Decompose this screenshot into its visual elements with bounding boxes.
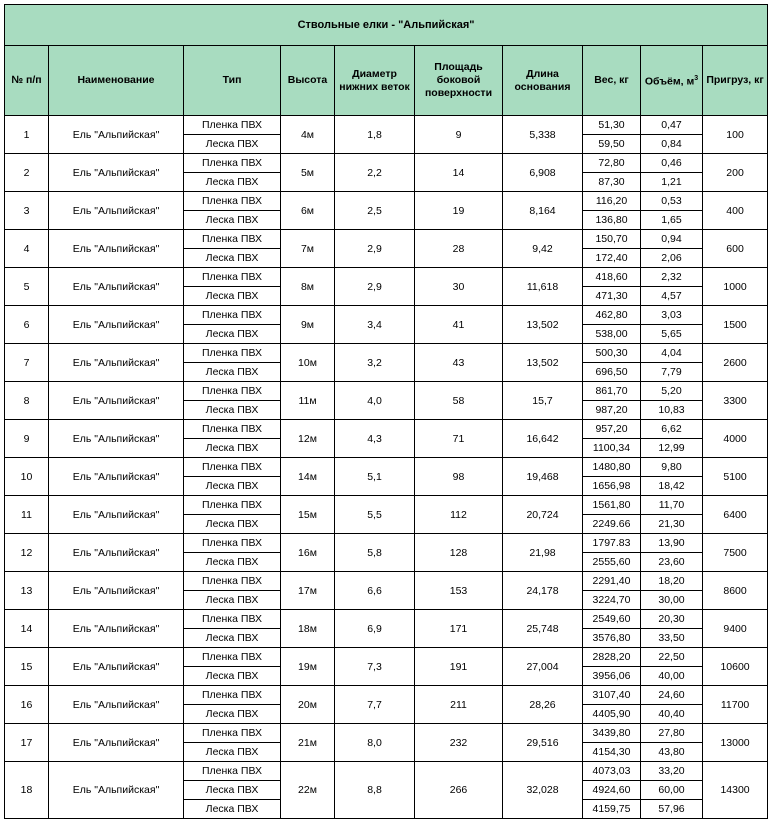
table-row — [5, 610, 768, 629]
cell-type[interactable]: Пленка ПВХ — [184, 610, 281, 629]
cell-type[interactable]: Леска ПВХ — [184, 743, 281, 762]
cell-name[interactable]: Ель "Альпийская" — [49, 306, 184, 344]
cell-weight[interactable]: 2549,60 — [583, 610, 641, 629]
cell-name[interactable]: Ель "Альпийская" — [49, 534, 184, 572]
cell-weight[interactable]: 2291,40 — [583, 572, 641, 591]
header-name: Наименование — [49, 46, 184, 116]
cell-length[interactable]: 27,004 — [503, 648, 583, 686]
cell-diameter[interactable]: 7,7 — [335, 686, 415, 724]
cell-weight[interactable]: 462,80 — [583, 306, 641, 325]
cell-volume[interactable]: 12,99 — [641, 439, 703, 458]
cell-type[interactable]: Пленка ПВХ — [184, 154, 281, 173]
cell-type[interactable]: Леска ПВХ — [184, 211, 281, 230]
cell-type[interactable]: Леска ПВХ — [184, 553, 281, 572]
table-row — [5, 116, 768, 135]
cell-type[interactable]: Пленка ПВХ — [184, 496, 281, 515]
cell-weight[interactable]: 3439,80 — [583, 724, 641, 743]
cell-weight[interactable]: 2249.66 — [583, 515, 641, 534]
cell-area[interactable]: 98 — [415, 458, 503, 496]
cell-weight[interactable]: 136,80 — [583, 211, 641, 230]
cell-name[interactable]: Ель "Альпийская" — [49, 724, 184, 762]
cell-volume[interactable]: 22,50 — [641, 648, 703, 667]
cell-type[interactable]: Леска ПВХ — [184, 439, 281, 458]
cell-type[interactable]: Пленка ПВХ — [184, 230, 281, 249]
cell-load[interactable]: 10600 — [703, 648, 768, 686]
table-row — [5, 686, 768, 705]
cell-area[interactable]: 58 — [415, 382, 503, 420]
cell-type[interactable]: Леска ПВХ — [184, 249, 281, 268]
cell-volume[interactable]: 2,06 — [641, 249, 703, 268]
cell-diameter[interactable]: 4,0 — [335, 382, 415, 420]
cell-length[interactable]: 20,724 — [503, 496, 583, 534]
cell-diameter[interactable]: 8,8 — [335, 762, 415, 819]
cell-area[interactable]: 211 — [415, 686, 503, 724]
cell-diameter[interactable]: 2,5 — [335, 192, 415, 230]
cell-weight[interactable]: 4924,60 — [583, 781, 641, 800]
table-row — [5, 306, 768, 325]
cell-area[interactable]: 14 — [415, 154, 503, 192]
cell-type[interactable]: Пленка ПВХ — [184, 534, 281, 553]
cell-diameter[interactable]: 1,8 — [335, 116, 415, 154]
cell-area[interactable]: 19 — [415, 192, 503, 230]
cell-name[interactable]: Ель "Альпийская" — [49, 420, 184, 458]
cell-diameter[interactable]: 6,6 — [335, 572, 415, 610]
cell-type[interactable]: Пленка ПВХ — [184, 724, 281, 743]
cell-num[interactable]: 9 — [5, 420, 49, 458]
cell-load[interactable]: 4000 — [703, 420, 768, 458]
cell-height[interactable]: 12м — [281, 420, 335, 458]
cell-name[interactable]: Ель "Альпийская" — [49, 154, 184, 192]
cell-num[interactable]: 15 — [5, 648, 49, 686]
cell-area[interactable]: 41 — [415, 306, 503, 344]
cell-name[interactable]: Ель "Альпийская" — [49, 648, 184, 686]
cell-diameter[interactable]: 2,9 — [335, 230, 415, 268]
cell-weight[interactable]: 471,30 — [583, 287, 641, 306]
cell-weight[interactable]: 172,40 — [583, 249, 641, 268]
cell-num[interactable]: 17 — [5, 724, 49, 762]
cell-name[interactable]: Ель "Альпийская" — [49, 610, 184, 648]
cell-height[interactable]: 16м — [281, 534, 335, 572]
header-type: Тип — [184, 46, 281, 116]
cell-type[interactable]: Леска ПВХ — [184, 781, 281, 800]
cell-diameter[interactable]: 5,5 — [335, 496, 415, 534]
cell-area[interactable]: 153 — [415, 572, 503, 610]
cell-height[interactable]: 7м — [281, 230, 335, 268]
cell-load[interactable]: 5100 — [703, 458, 768, 496]
cell-volume[interactable]: 4,04 — [641, 344, 703, 363]
cell-type[interactable]: Пленка ПВХ — [184, 762, 281, 781]
cell-volume[interactable]: 18,20 — [641, 572, 703, 591]
cell-volume[interactable]: 0,94 — [641, 230, 703, 249]
cell-type[interactable]: Пленка ПВХ — [184, 344, 281, 363]
table-row — [5, 154, 768, 173]
cell-weight[interactable]: 538,00 — [583, 325, 641, 344]
cell-area[interactable]: 30 — [415, 268, 503, 306]
cell-load[interactable]: 200 — [703, 154, 768, 192]
cell-type[interactable]: Пленка ПВХ — [184, 268, 281, 287]
cell-type[interactable]: Леска ПВХ — [184, 705, 281, 724]
cell-name[interactable]: Ель "Альпийская" — [49, 230, 184, 268]
cell-load[interactable]: 6400 — [703, 496, 768, 534]
cell-volume[interactable]: 0,46 — [641, 154, 703, 173]
cell-volume[interactable]: 60,00 — [641, 781, 703, 800]
cell-height[interactable]: 9м — [281, 306, 335, 344]
cell-type[interactable]: Леска ПВХ — [184, 515, 281, 534]
cell-diameter[interactable]: 8,0 — [335, 724, 415, 762]
table-body — [5, 116, 768, 819]
cell-volume[interactable]: 57,96 — [641, 800, 703, 819]
cell-num[interactable]: 13 — [5, 572, 49, 610]
cell-volume[interactable]: 5,65 — [641, 325, 703, 344]
cell-load[interactable]: 9400 — [703, 610, 768, 648]
cell-volume[interactable]: 3,03 — [641, 306, 703, 325]
cell-length[interactable]: 29,516 — [503, 724, 583, 762]
cell-weight[interactable]: 4159,75 — [583, 800, 641, 819]
cell-height[interactable]: 19м — [281, 648, 335, 686]
cell-weight[interactable]: 957,20 — [583, 420, 641, 439]
cell-load[interactable]: 13000 — [703, 724, 768, 762]
cell-volume[interactable]: 11,70 — [641, 496, 703, 515]
cell-weight[interactable]: 1480,80 — [583, 458, 641, 477]
table-row — [5, 268, 768, 287]
cell-weight[interactable]: 3224,70 — [583, 591, 641, 610]
header-num: № п/п — [5, 46, 49, 116]
cell-diameter[interactable]: 3,4 — [335, 306, 415, 344]
cell-weight[interactable]: 1100,34 — [583, 439, 641, 458]
cell-volume[interactable]: 13,90 — [641, 534, 703, 553]
cell-area[interactable]: 266 — [415, 762, 503, 819]
cell-length[interactable]: 6,908 — [503, 154, 583, 192]
cell-length[interactable]: 19,468 — [503, 458, 583, 496]
cell-volume[interactable]: 10,83 — [641, 401, 703, 420]
cell-height[interactable]: 20м — [281, 686, 335, 724]
cell-length[interactable]: 24,178 — [503, 572, 583, 610]
cell-area[interactable]: 232 — [415, 724, 503, 762]
cell-height[interactable]: 14м — [281, 458, 335, 496]
table-row — [5, 534, 768, 553]
header-height: Высота — [281, 46, 335, 116]
cell-volume[interactable]: 2,32 — [641, 268, 703, 287]
table-row — [5, 762, 768, 781]
cell-area[interactable]: 171 — [415, 610, 503, 648]
cell-weight[interactable]: 4405,90 — [583, 705, 641, 724]
cell-length[interactable]: 28,26 — [503, 686, 583, 724]
cell-volume[interactable]: 5,20 — [641, 382, 703, 401]
cell-weight[interactable]: 72,80 — [583, 154, 641, 173]
cell-num[interactable]: 1 — [5, 116, 49, 154]
cell-length[interactable]: 25,748 — [503, 610, 583, 648]
cell-volume[interactable]: 6,62 — [641, 420, 703, 439]
cell-volume[interactable]: 33,50 — [641, 629, 703, 648]
spreadsheet — [4, 4, 767, 819]
cell-volume[interactable]: 0,84 — [641, 135, 703, 154]
cell-type[interactable]: Пленка ПВХ — [184, 192, 281, 211]
cell-load[interactable]: 11700 — [703, 686, 768, 724]
cell-diameter[interactable]: 4,3 — [335, 420, 415, 458]
cell-length[interactable]: 5,338 — [503, 116, 583, 154]
cell-length[interactable]: 16,642 — [503, 420, 583, 458]
cell-weight[interactable]: 3107,40 — [583, 686, 641, 705]
cell-num[interactable]: 14 — [5, 610, 49, 648]
table-row — [5, 458, 768, 477]
cell-volume[interactable]: 21,30 — [641, 515, 703, 534]
cell-length[interactable]: 32,028 — [503, 762, 583, 819]
cell-type[interactable]: Пленка ПВХ — [184, 572, 281, 591]
cell-weight[interactable]: 3576,80 — [583, 629, 641, 648]
cell-length[interactable]: 11,618 — [503, 268, 583, 306]
cell-diameter[interactable]: 7,3 — [335, 648, 415, 686]
cell-area[interactable]: 191 — [415, 648, 503, 686]
table-row — [5, 382, 768, 401]
cell-type[interactable]: Леска ПВХ — [184, 591, 281, 610]
cell-type[interactable]: Пленка ПВХ — [184, 382, 281, 401]
cell-height[interactable]: 11м — [281, 382, 335, 420]
cell-height[interactable]: 21м — [281, 724, 335, 762]
cell-type[interactable]: Пленка ПВХ — [184, 458, 281, 477]
cell-name[interactable]: Ель "Альпийская" — [49, 268, 184, 306]
cell-load[interactable]: 1500 — [703, 306, 768, 344]
header-diameter: Диаметр нижних веток — [335, 46, 415, 116]
cell-height[interactable]: 22м — [281, 762, 335, 819]
table-row — [5, 496, 768, 515]
cell-load[interactable]: 7500 — [703, 534, 768, 572]
cell-diameter[interactable]: 2,9 — [335, 268, 415, 306]
cell-weight[interactable]: 1797.83 — [583, 534, 641, 553]
cell-weight[interactable]: 418,60 — [583, 268, 641, 287]
cell-volume[interactable]: 4,57 — [641, 287, 703, 306]
cell-area[interactable]: 71 — [415, 420, 503, 458]
cell-volume[interactable]: 0,47 — [641, 116, 703, 135]
table-row — [5, 192, 768, 211]
cell-weight[interactable]: 861,70 — [583, 382, 641, 401]
cell-num[interactable]: 16 — [5, 686, 49, 724]
cell-num[interactable]: 6 — [5, 306, 49, 344]
cell-length[interactable]: 21,98 — [503, 534, 583, 572]
cell-name[interactable]: Ель "Альпийская" — [49, 116, 184, 154]
header-volume — [641, 46, 703, 116]
cell-height[interactable]: 4м — [281, 116, 335, 154]
table-title: Ствольные елки - "Альпийская" — [5, 5, 768, 46]
cell-load[interactable]: 3300 — [703, 382, 768, 420]
cell-area[interactable]: 128 — [415, 534, 503, 572]
cell-length[interactable]: 13,502 — [503, 344, 583, 382]
cell-height[interactable]: 18м — [281, 610, 335, 648]
cell-load[interactable]: 100 — [703, 116, 768, 154]
cell-name[interactable]: Ель "Альпийская" — [49, 762, 184, 819]
cell-name[interactable]: Ель "Альпийская" — [49, 572, 184, 610]
cell-weight[interactable]: 51,30 — [583, 116, 641, 135]
cell-load[interactable]: 600 — [703, 230, 768, 268]
cell-volume[interactable]: 24,60 — [641, 686, 703, 705]
cell-volume[interactable]: 9,80 — [641, 458, 703, 477]
cell-type[interactable]: Леска ПВХ — [184, 173, 281, 192]
table-row — [5, 572, 768, 591]
cell-weight[interactable]: 150,70 — [583, 230, 641, 249]
cell-num[interactable]: 12 — [5, 534, 49, 572]
cell-diameter[interactable]: 5,8 — [335, 534, 415, 572]
table-row — [5, 420, 768, 439]
cell-name[interactable]: Ель "Альпийская" — [49, 686, 184, 724]
cell-name[interactable]: Ель "Альпийская" — [49, 344, 184, 382]
cell-weight[interactable]: 116,20 — [583, 192, 641, 211]
cell-name[interactable]: Ель "Альпийская" — [49, 496, 184, 534]
cell-length[interactable]: 15,7 — [503, 382, 583, 420]
cell-type[interactable]: Пленка ПВХ — [184, 686, 281, 705]
cell-area[interactable]: 112 — [415, 496, 503, 534]
cell-type[interactable]: Леска ПВХ — [184, 401, 281, 420]
cell-height[interactable]: 15м — [281, 496, 335, 534]
cell-weight[interactable]: 987,20 — [583, 401, 641, 420]
cell-load[interactable]: 1000 — [703, 268, 768, 306]
cell-weight[interactable]: 696,50 — [583, 363, 641, 382]
cell-volume[interactable]: 33,20 — [641, 762, 703, 781]
price-table — [4, 4, 768, 819]
cell-length[interactable]: 9,42 — [503, 230, 583, 268]
cell-weight[interactable]: 2555,60 — [583, 553, 641, 572]
cell-num[interactable]: 10 — [5, 458, 49, 496]
cell-volume[interactable]: 7,79 — [641, 363, 703, 382]
cell-type[interactable]: Пленка ПВХ — [184, 420, 281, 439]
cell-volume[interactable]: 23,60 — [641, 553, 703, 572]
cell-volume[interactable]: 27,80 — [641, 724, 703, 743]
cell-load[interactable]: 2600 — [703, 344, 768, 382]
header-volume-sup: 3 — [694, 75, 699, 83]
cell-volume[interactable]: 43,80 — [641, 743, 703, 762]
cell-diameter[interactable]: 2,2 — [335, 154, 415, 192]
cell-area[interactable]: 9 — [415, 116, 503, 154]
cell-load[interactable]: 400 — [703, 192, 768, 230]
table-row — [5, 344, 768, 363]
cell-area[interactable]: 43 — [415, 344, 503, 382]
cell-type[interactable]: Леска ПВХ — [184, 667, 281, 686]
cell-volume[interactable]: 0,53 — [641, 192, 703, 211]
cell-type[interactable]: Леска ПВХ — [184, 800, 281, 819]
cell-load[interactable]: 14300 — [703, 762, 768, 819]
cell-weight[interactable]: 4073,03 — [583, 762, 641, 781]
cell-type[interactable]: Пленка ПВХ — [184, 306, 281, 325]
table-row — [5, 648, 768, 667]
cell-num[interactable]: 4 — [5, 230, 49, 268]
header-length: Длина основания — [503, 46, 583, 116]
cell-weight[interactable]: 500,30 — [583, 344, 641, 363]
cell-name[interactable]: Ель "Альпийская" — [49, 382, 184, 420]
table-row — [5, 230, 768, 249]
cell-weight[interactable]: 1656,98 — [583, 477, 641, 496]
header-load: Пригруз, кг — [703, 46, 768, 116]
cell-volume[interactable]: 18,42 — [641, 477, 703, 496]
cell-weight[interactable]: 87,30 — [583, 173, 641, 192]
cell-diameter[interactable]: 5,1 — [335, 458, 415, 496]
table-row — [5, 724, 768, 743]
cell-type[interactable]: Пленка ПВХ — [184, 648, 281, 667]
cell-volume[interactable]: 30,00 — [641, 591, 703, 610]
cell-volume[interactable]: 1,65 — [641, 211, 703, 230]
cell-volume[interactable]: 40,40 — [641, 705, 703, 724]
cell-height[interactable]: 10м — [281, 344, 335, 382]
cell-length[interactable]: 8,164 — [503, 192, 583, 230]
cell-weight[interactable]: 4154,30 — [583, 743, 641, 762]
cell-num[interactable]: 3 — [5, 192, 49, 230]
cell-height[interactable]: 5м — [281, 154, 335, 192]
cell-num[interactable]: 2 — [5, 154, 49, 192]
cell-height[interactable]: 8м — [281, 268, 335, 306]
cell-area[interactable]: 28 — [415, 230, 503, 268]
cell-weight[interactable]: 2828,20 — [583, 648, 641, 667]
header-volume-label: Объём, м — [644, 75, 695, 88]
cell-type[interactable]: Леска ПВХ — [184, 477, 281, 496]
cell-type[interactable]: Леска ПВХ — [184, 629, 281, 648]
cell-type[interactable]: Леска ПВХ — [184, 287, 281, 306]
cell-weight[interactable]: 59,50 — [583, 135, 641, 154]
cell-num[interactable]: 11 — [5, 496, 49, 534]
cell-load[interactable]: 8600 — [703, 572, 768, 610]
cell-type[interactable]: Леска ПВХ — [184, 363, 281, 382]
cell-volume[interactable]: 40,00 — [641, 667, 703, 686]
cell-volume[interactable]: 1,21 — [641, 173, 703, 192]
cell-num[interactable]: 8 — [5, 382, 49, 420]
cell-length[interactable]: 13,502 — [503, 306, 583, 344]
cell-height[interactable]: 17м — [281, 572, 335, 610]
cell-type[interactable]: Леска ПВХ — [184, 325, 281, 344]
cell-diameter[interactable]: 6,9 — [335, 610, 415, 648]
cell-diameter[interactable]: 3,2 — [335, 344, 415, 382]
cell-num[interactable]: 18 — [5, 762, 49, 819]
header-area: Площадь боковой поверхности — [415, 46, 503, 116]
cell-volume[interactable]: 20,30 — [641, 610, 703, 629]
cell-num[interactable]: 5 — [5, 268, 49, 306]
cell-name[interactable]: Ель "Альпийская" — [49, 458, 184, 496]
cell-type[interactable]: Пленка ПВХ — [184, 116, 281, 135]
cell-name[interactable]: Ель "Альпийская" — [49, 192, 184, 230]
cell-num[interactable]: 7 — [5, 344, 49, 382]
header-weight: Вес, кг — [583, 46, 641, 116]
cell-type[interactable]: Леска ПВХ — [184, 135, 281, 154]
cell-weight[interactable]: 1561,80 — [583, 496, 641, 515]
cell-height[interactable]: 6м — [281, 192, 335, 230]
cell-weight[interactable]: 3956,06 — [583, 667, 641, 686]
